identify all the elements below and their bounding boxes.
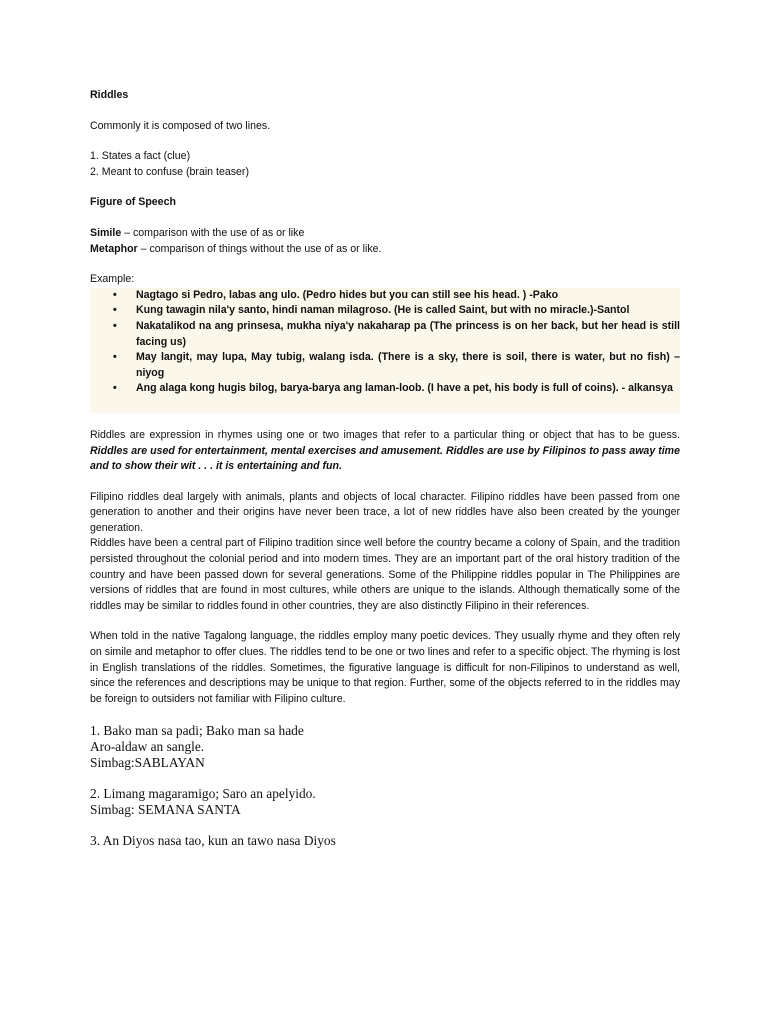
example-text: Kung tawagin nila'y santo, hindi naman milagroso. (He is called Saint, but with no miracle.)-Santol (136, 304, 630, 317)
bullet-icon: • (113, 304, 117, 317)
intro-line: Commonly it is composed of two lines. (90, 119, 271, 132)
simile-text: – comparison with the use of as or like (121, 226, 305, 239)
paragraph-riddle-definition (90, 428, 680, 475)
example-item (90, 319, 680, 350)
example-label: Example: (90, 273, 135, 286)
emphasis-text: Riddles are used for entertainment, mental exercises and amusement. Riddles are use by Filipinos to pass away time and to show their wit . . . it is entertaining and fun. (90, 444, 680, 473)
bullet-icon: • (113, 288, 117, 301)
document-title: Riddles (90, 89, 129, 101)
paragraph-origins: Filipino riddles deal largely with animals, plants and objects of local character. Filipino riddles have been passed from one generation to another and their origins have never been trace, a lot of new riddles have also been created by the younger generation. (90, 490, 680, 534)
numbered-item: 2. Meant to confuse (brain teaser) (90, 165, 249, 178)
bullet-icon: • (113, 351, 117, 364)
riddle-sample-1 (90, 723, 680, 770)
sample-answer: Simbag:SABLAYAN (90, 754, 205, 770)
sample-answer: Simbag: SEMANA SANTA (90, 801, 241, 817)
numbered-item: 1. States a fact (clue) (90, 150, 191, 163)
example-text: Ang alaga kong hugis bilog, barya-barya ang laman-loob. (I have a pet, his body is full of coins). - alkansya (136, 382, 673, 395)
sample-line: Aro-aldaw an sangle. (90, 739, 205, 754)
example-text: May langit, may lupa, May tubig, walang isda. (There is a sky, there is soil, there is water, but no fish) – niyog (136, 351, 680, 379)
bullet-icon: • (113, 319, 117, 332)
example-item (90, 288, 680, 304)
metaphor-text: – comparison of things without the use of as or like. (137, 242, 382, 255)
riddle-sample-3 (90, 833, 680, 849)
metaphor-term: Metaphor (90, 242, 138, 255)
sample-line: 2. Limang magaramigo; Saro an apelyido. (90, 786, 316, 802)
example-item (90, 350, 680, 381)
riddle-sample-2 (90, 786, 680, 817)
sample-line: 1. Bako man sa padi; Bako man sa hade (90, 723, 304, 739)
numbered-list (90, 149, 680, 180)
bullet-icon: • (113, 382, 117, 395)
example-list (90, 288, 680, 413)
paragraph-tradition: Riddles have been a central part of Filipino tradition since well before the country became a colony of Spain, and the tradition persisted throughout the colonial period and into modern times. They are an important part of the oral history tradition of the country and have been passed down for several generations. Some of the Philippine riddles popular in The Philippines are versions of riddles that are found in most cultures, while others are unique to the islands. Although thematically some of the riddles may be similar to riddles found in other countries, they are also distinctly Filipino in their references. (90, 537, 680, 612)
example-item (90, 303, 680, 319)
example-text: Nagtago si Pedro, labas ang ulo. (Pedro hides but you can still see his head. ) -Pako (136, 288, 559, 301)
figure-heading: Figure of Speech (90, 196, 176, 209)
paragraph-text: Riddles are expression in rhymes using one or two images that refer to a particular thing or object that has to be guess. (90, 428, 680, 441)
document-page (90, 88, 680, 849)
simile-term: Simile (90, 226, 122, 239)
metaphor-definition (90, 242, 680, 258)
sample-line: 3. An Diyos nasa tao, kun an tawo nasa Diyos (90, 833, 336, 849)
paragraph-tagalog: When told in the native Tagalong language, the riddles employ many poetic devices. They usually rhyme and they often rely on simile and metaphor to offer clues. The riddles tend to be one or two lines and refer to a specific object. The rhyming is lost in English translations of the riddles. Sometimes, the figurative language is difficult for non-Filipinos to understand as well, since the references and descriptions may be unique to that region. Further, some of the objects referred to in the riddles may be foreign to outsiders not familiar with Filipino culture. (90, 630, 680, 705)
simile-definition (90, 226, 680, 242)
example-text: Nakatalikod na ang prinsesa, mukha niya'y nakaharap pa (The princess is on her back, but her head is still facing us) (136, 319, 680, 348)
example-item (90, 381, 680, 413)
